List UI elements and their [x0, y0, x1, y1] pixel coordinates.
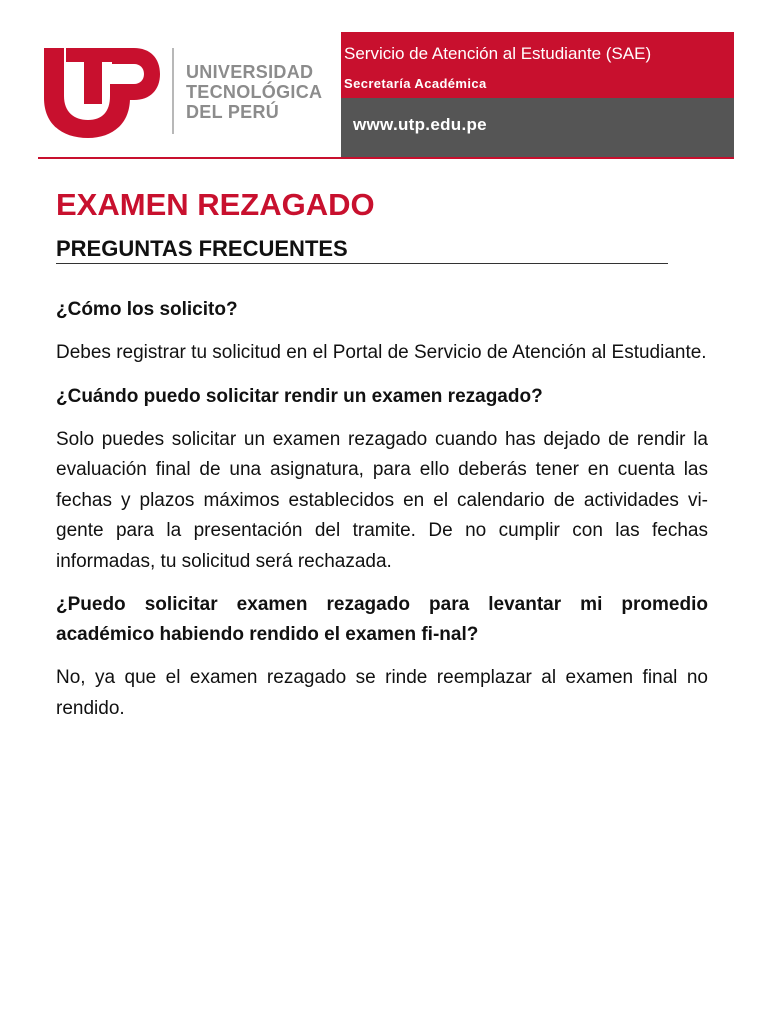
logo-line-3: DEL PERÚ: [186, 102, 280, 122]
sae-title: Servicio de Atención al Estudiante (SAE): [344, 44, 652, 63]
logo-divider: [172, 48, 174, 134]
faq-answer-2: Solo puedes solicitar un examen rezagado cuando has dejado de rendir la evaluación final de una asignatura, para ello deberás tener en cuenta las fechas y plazos máximos establecidos en el calendario de actividades vi-gente para la presentación del tramite. De no cumplir con las fechas informadas, tu solicitud será rechazada.: [56, 428, 708, 572]
header-rule-left: [38, 157, 341, 159]
sae-subtitle: Secretaría Académica: [344, 76, 487, 91]
faq-question-3: ¿Puedo solicitar examen rezagado para levantar mi promedio académico habiendo rendido el examen fi-nal?: [56, 594, 708, 645]
website-link[interactable]: www.utp.edu.pe: [353, 115, 487, 134]
university-name: [186, 62, 322, 122]
faq-answer-3: No, ya que el examen rezagado se rinde reemplazar al examen final no rendido.: [56, 667, 708, 719]
faq-question-2: ¿Cuándo puedo solicitar rendir un examen rezagado?: [56, 385, 543, 407]
faq-list: [56, 295, 708, 724]
logo-line-2: TECNOLÓGICA: [186, 82, 323, 102]
section-subtitle: PREGUNTAS FRECUENTES: [56, 235, 668, 264]
logo-line-1: UNIVERSIDAD: [186, 62, 314, 82]
faq-question-1: ¿Cómo los solicito?: [56, 299, 238, 320]
utp-logo-icon: [38, 44, 163, 140]
website-banner: [341, 98, 734, 157]
document-body: [56, 185, 708, 737]
page-header: [0, 0, 768, 165]
header-rule-right: [341, 157, 734, 159]
sae-banner: [341, 32, 734, 98]
faq-answer-1: Debes registrar tu solicitud en el Portal de Servicio de Atención al Estudiante.: [56, 342, 707, 363]
page-title: EXAMEN REZAGADO: [56, 187, 375, 222]
